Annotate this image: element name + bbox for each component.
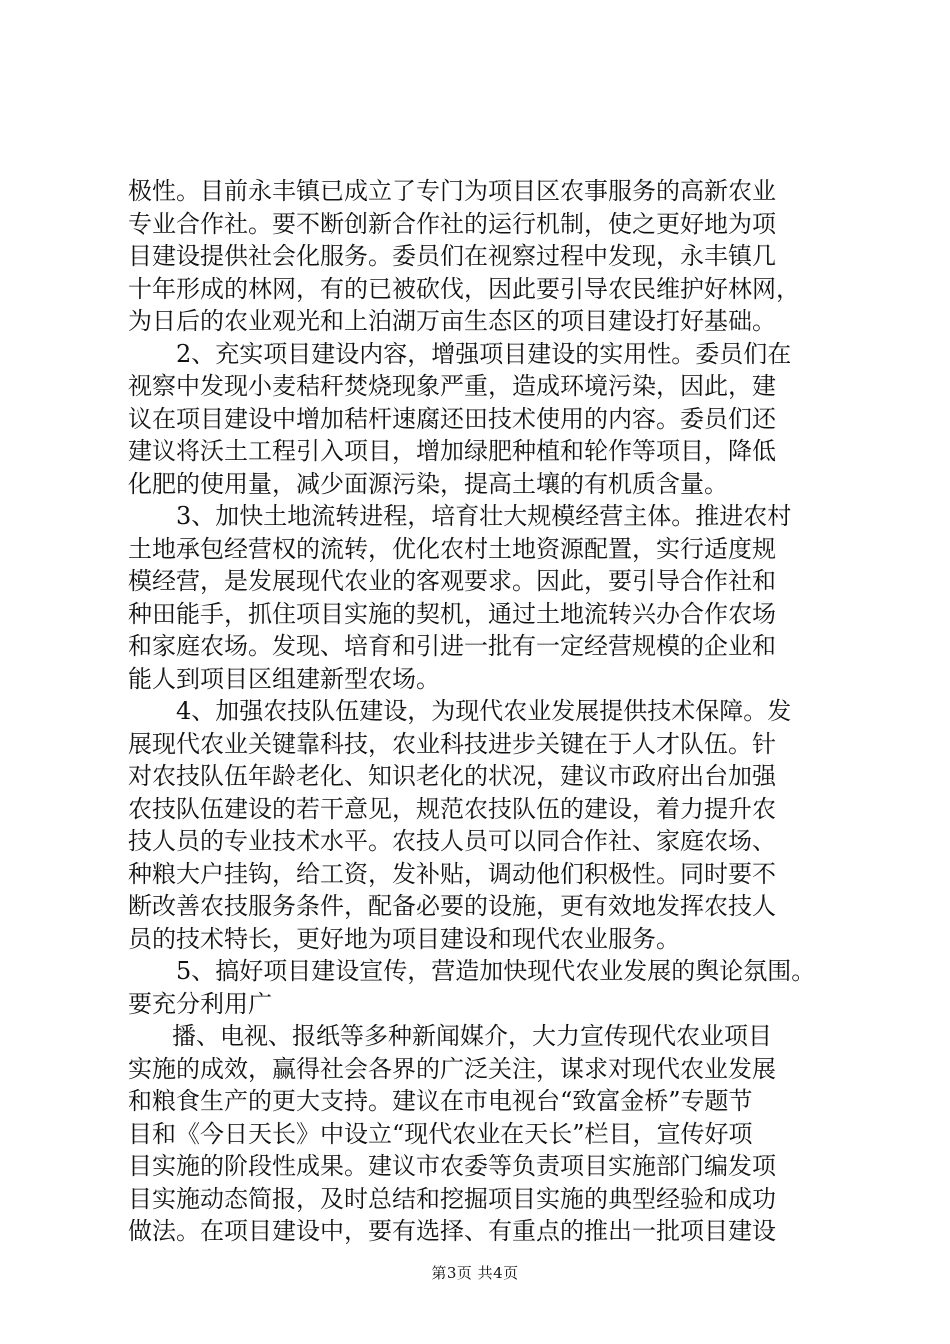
text-line: 土地承包经营权的流转，优化农村土地资源配置，实行适度规 [128, 534, 776, 563]
text-line: 模经营，是发展现代农业的客观要求。因此，要引导合作社和 [128, 567, 776, 595]
text-line: 目实施动态简报，及时总结和挖掘项目实施的典型经验和成功 [128, 1184, 776, 1213]
text-line: 能人到项目区组建新型农场。 [128, 664, 440, 693]
paragraph-start-line: 5、搞好项目建设宣传，营造加快现代农业发展的舆论氛围。 [176, 957, 816, 985]
text-line: 极性。目前永丰镇已成立了专门为项目区农事服务的高新农业 [128, 177, 776, 205]
text-line: 员的技术特长，更好地为项目建设和现代农业服务。 [128, 924, 680, 953]
text-line: 实施的成效，赢得社会各界的广泛关注，谋求对现代农业发展 [128, 1054, 776, 1083]
text-line: 种田能手，抓住项目实施的契机，通过土地流转兴办合作农场 [128, 599, 776, 628]
text-line: 视察中发现小麦秸秆焚烧现象严重，造成环境污染，因此，建 [128, 372, 776, 400]
text-line: 农技队伍建设的若干意见，规范农技队伍的建设，着力提升农 [128, 794, 776, 823]
text-line: 目建设提供社会化服务。委员们在视察过程中发现，永丰镇几 [128, 242, 776, 270]
text-line: 做法。在项目建设中，要有选择、有重点的推出一批项目建设 [128, 1217, 776, 1245]
text-line: 十年形成的林网，有的已被砍伐，因此要引导农民维护好林网， [128, 274, 800, 303]
text-line: 目和《今日天长》中设立“现代农业在天长”栏目，宣传好项 [128, 1119, 753, 1148]
paragraph-start-line: 播、电视、报纸等多种新闻媒介，大力宣传现代农业项目 [172, 1022, 772, 1050]
paragraph-start-line: 3、加快土地流转进程，培育壮大规模经营主体。推进农村 [176, 502, 792, 530]
text-line: 展现代农业关键靠科技，农业科技进步关键在于人才队伍。针 [128, 729, 776, 758]
document-body [128, 175, 838, 1248]
page-number-footer: 第3页 共4页 [431, 1264, 519, 1282]
text-line: 和家庭农场。发现、培育和引进一批有一定经营规模的企业和 [128, 632, 776, 660]
text-line: 断改善农技服务条件，配备必要的设施，更有效地发挥农技人 [128, 892, 776, 920]
text-line: 对农技队伍年龄老化、知识老化的状况，建议市政府出台加强 [128, 762, 776, 790]
text-line: 议在项目建设中增加秸杆速腐还田技术使用的内容。委员们还 [128, 404, 776, 433]
text-line: 化肥的使用量，减少面源污染，提高土壤的有机质含量。 [128, 469, 728, 498]
text-line: 和粮食生产的更大支持。建议在市电视台“致富金桥”专题节 [128, 1087, 753, 1115]
text-line: 目实施的阶段性成果。建议市农委等负责项目实施部门编发项 [128, 1152, 776, 1180]
text-line: 建议将沃土工程引入项目，增加绿肥种植和轮作等项目，降低 [128, 437, 776, 465]
text-line: 技人员的专业技术水平。农技人员可以同合作社、家庭农场、 [128, 827, 776, 855]
text-line: 种粮大户挂钩，给工资，发补贴，调动他们积极性。同时要不 [128, 859, 776, 888]
paragraph-start-line: 4、加强农技队伍建设，为现代农业发展提供技术保障。发 [176, 697, 792, 725]
text-line: 要充分利用广 [128, 989, 272, 1018]
paragraph-start-line: 2、充实项目建设内容，增强项目建设的实用性。委员们在 [176, 339, 792, 368]
text-line: 为日后的农业观光和上泊湖万亩生态区的项目建设打好基础。 [128, 307, 776, 335]
text-line: 专业合作社。要不断创新合作社的运行机制，使之更好地为项 [128, 209, 776, 238]
